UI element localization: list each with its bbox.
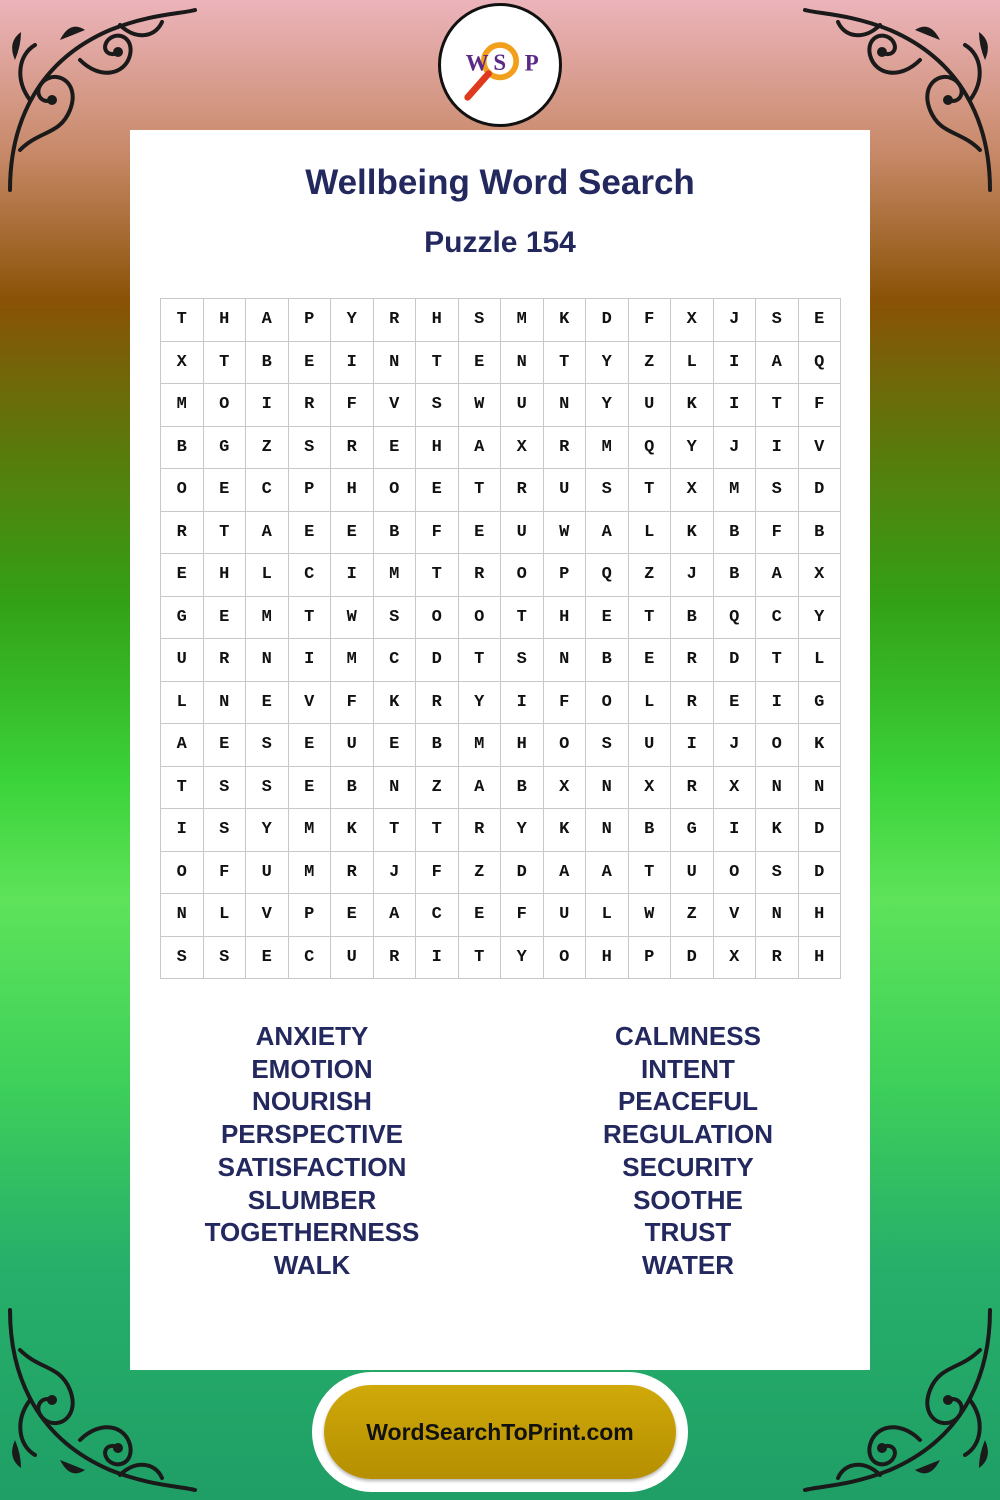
grid-cell[interactable]: R: [204, 639, 247, 682]
grid-cell[interactable]: R: [374, 937, 417, 980]
grid-cell[interactable]: O: [544, 724, 587, 767]
grid-cell[interactable]: K: [671, 512, 714, 555]
grid-cell[interactable]: T: [756, 384, 799, 427]
grid-cell[interactable]: K: [374, 682, 417, 725]
grid-cell[interactable]: I: [671, 724, 714, 767]
word-list-item: TRUST: [644, 1217, 732, 1248]
grid-cell[interactable]: B: [586, 639, 629, 682]
grid-cell[interactable]: S: [756, 299, 799, 342]
wsp-logo[interactable]: [438, 3, 562, 127]
word-list-item: SOOTHE: [633, 1184, 743, 1215]
grid-cell[interactable]: W: [331, 597, 374, 640]
grid-cell[interactable]: B: [714, 554, 757, 597]
grid-cell[interactable]: B: [501, 767, 544, 810]
grid-cell[interactable]: E: [204, 724, 247, 767]
grid-cell[interactable]: S: [501, 639, 544, 682]
grid-cell[interactable]: E: [246, 937, 289, 980]
grid-cell[interactable]: E: [246, 682, 289, 725]
grid-cell[interactable]: B: [374, 512, 417, 555]
grid-cell[interactable]: R: [671, 639, 714, 682]
grid-cell[interactable]: L: [629, 682, 672, 725]
grid-cell[interactable]: M: [289, 809, 332, 852]
grid-cell[interactable]: E: [416, 469, 459, 512]
site-link-button[interactable]: WordSearchToPrint.com: [324, 1385, 676, 1479]
word-list-item: REGULATION: [603, 1119, 773, 1150]
grid-cell[interactable]: N: [161, 894, 204, 937]
grid-cell[interactable]: B: [246, 342, 289, 385]
grid-cell[interactable]: E: [204, 597, 247, 640]
grid-cell[interactable]: E: [459, 512, 502, 555]
grid-cell[interactable]: R: [161, 512, 204, 555]
grid-cell[interactable]: S: [416, 384, 459, 427]
grid-cell[interactable]: K: [756, 809, 799, 852]
grid-cell[interactable]: I: [331, 342, 374, 385]
grid-cell[interactable]: V: [374, 384, 417, 427]
grid-cell[interactable]: Q: [629, 427, 672, 470]
grid-cell[interactable]: P: [289, 469, 332, 512]
page-title: Wellbeing Word Search: [305, 163, 695, 202]
grid-cell[interactable]: O: [161, 852, 204, 895]
grid-cell[interactable]: L: [629, 512, 672, 555]
grid-cell[interactable]: V: [246, 894, 289, 937]
grid-cell[interactable]: S: [204, 809, 247, 852]
grid-cell[interactable]: K: [671, 384, 714, 427]
grid-cell[interactable]: K: [799, 724, 842, 767]
grid-cell[interactable]: T: [161, 767, 204, 810]
grid-cell[interactable]: Z: [416, 767, 459, 810]
grid-cell[interactable]: E: [289, 342, 332, 385]
grid-cell[interactable]: Q: [799, 342, 842, 385]
grid-cell[interactable]: A: [756, 342, 799, 385]
grid-cell[interactable]: O: [374, 469, 417, 512]
grid-cell[interactable]: E: [374, 724, 417, 767]
grid-cell[interactable]: V: [289, 682, 332, 725]
grid-cell[interactable]: Y: [501, 937, 544, 980]
grid-cell[interactable]: R: [544, 427, 587, 470]
grid-cell[interactable]: E: [374, 427, 417, 470]
grid-cell[interactable]: P: [629, 937, 672, 980]
magnifier-handle: [468, 74, 489, 98]
grid-cell[interactable]: S: [246, 767, 289, 810]
grid-cell[interactable]: M: [586, 427, 629, 470]
logo-letter-w: W: [465, 50, 489, 76]
grid-cell[interactable]: J: [671, 554, 714, 597]
grid-cell[interactable]: Y: [586, 384, 629, 427]
word-list-item: WALK: [273, 1249, 351, 1280]
grid-cell[interactable]: D: [416, 639, 459, 682]
grid-cell[interactable]: T: [161, 299, 204, 342]
word-list-item: EMOTION: [251, 1053, 373, 1084]
grid-cell[interactable]: R: [756, 937, 799, 980]
grid-cell[interactable]: I: [714, 809, 757, 852]
grid-cell[interactable]: A: [459, 767, 502, 810]
grid-cell[interactable]: T: [501, 597, 544, 640]
grid-cell[interactable]: P: [289, 894, 332, 937]
grid-cell[interactable]: O: [204, 384, 247, 427]
grid-cell[interactable]: Z: [629, 342, 672, 385]
grid-cell[interactable]: S: [246, 724, 289, 767]
grid-cell[interactable]: B: [799, 512, 842, 555]
grid-cell[interactable]: J: [374, 852, 417, 895]
grid-cell[interactable]: G: [161, 597, 204, 640]
grid-cell[interactable]: Z: [671, 894, 714, 937]
grid-cell[interactable]: J: [714, 724, 757, 767]
word-list-item: SECURITY: [622, 1151, 754, 1182]
grid-cell[interactable]: T: [289, 597, 332, 640]
word-list-item: SLUMBER: [247, 1184, 377, 1215]
grid-cell[interactable]: D: [799, 852, 842, 895]
grid-cell[interactable]: P: [289, 299, 332, 342]
grid-cell[interactable]: H: [799, 937, 842, 980]
grid-cell[interactable]: A: [374, 894, 417, 937]
grid-cell[interactable]: L: [671, 342, 714, 385]
grid-cell[interactable]: I: [714, 384, 757, 427]
grid-cell[interactable]: C: [289, 937, 332, 980]
grid-cell[interactable]: M: [714, 469, 757, 512]
grid-cell[interactable]: U: [331, 937, 374, 980]
grid-cell[interactable]: K: [331, 809, 374, 852]
grid-cell[interactable]: F: [799, 384, 842, 427]
grid-cell[interactable]: Z: [629, 554, 672, 597]
grid-cell[interactable]: N: [586, 809, 629, 852]
grid-cell[interactable]: F: [501, 894, 544, 937]
grid-cell[interactable]: T: [629, 469, 672, 512]
grid-cell[interactable]: X: [714, 937, 757, 980]
grid-cell[interactable]: S: [161, 937, 204, 980]
word-list-item: WATER: [642, 1249, 734, 1280]
grid-cell[interactable]: O: [714, 852, 757, 895]
grid-cell[interactable]: F: [331, 682, 374, 725]
grid-cell[interactable]: U: [501, 512, 544, 555]
grid-cell[interactable]: A: [586, 512, 629, 555]
grid-cell[interactable]: E: [204, 469, 247, 512]
grid-cell[interactable]: L: [799, 639, 842, 682]
grid-cell[interactable]: U: [671, 852, 714, 895]
grid-cell[interactable]: T: [459, 937, 502, 980]
grid-cell[interactable]: E: [459, 342, 502, 385]
grid-cell[interactable]: E: [459, 894, 502, 937]
grid-cell[interactable]: M: [374, 554, 417, 597]
grid-cell[interactable]: O: [416, 597, 459, 640]
grid-cell[interactable]: R: [671, 682, 714, 725]
grid-cell[interactable]: E: [586, 597, 629, 640]
grid-cell[interactable]: F: [331, 384, 374, 427]
grid-cell[interactable]: R: [331, 427, 374, 470]
grid-cell[interactable]: Y: [246, 809, 289, 852]
word-list-item: NOURISH: [252, 1086, 372, 1117]
grid-cell[interactable]: S: [756, 852, 799, 895]
grid-cell[interactable]: Z: [459, 852, 502, 895]
grid-cell[interactable]: G: [799, 682, 842, 725]
grid-cell[interactable]: U: [544, 894, 587, 937]
grid-cell[interactable]: Y: [586, 342, 629, 385]
grid-cell[interactable]: S: [586, 469, 629, 512]
grid-cell[interactable]: T: [416, 342, 459, 385]
grid-cell[interactable]: D: [799, 809, 842, 852]
grid-cell[interactable]: H: [204, 299, 247, 342]
grid-cell[interactable]: I: [501, 682, 544, 725]
grid-cell[interactable]: A: [161, 724, 204, 767]
grid-cell[interactable]: H: [799, 894, 842, 937]
grid-cell[interactable]: H: [416, 427, 459, 470]
grid-cell[interactable]: N: [756, 894, 799, 937]
grid-cell[interactable]: U: [629, 384, 672, 427]
grid-cell[interactable]: S: [204, 937, 247, 980]
grid-cell[interactable]: C: [756, 597, 799, 640]
grid-cell[interactable]: E: [331, 894, 374, 937]
grid-cell[interactable]: M: [459, 724, 502, 767]
word-list-item: INTENT: [641, 1053, 735, 1084]
grid-cell[interactable]: K: [544, 299, 587, 342]
grid-cell[interactable]: U: [161, 639, 204, 682]
letter-grid: [160, 298, 841, 979]
grid-cell[interactable]: C: [246, 469, 289, 512]
grid-cell[interactable]: T: [459, 639, 502, 682]
grid-cell[interactable]: D: [501, 852, 544, 895]
grid-cell[interactable]: N: [799, 767, 842, 810]
grid-cell[interactable]: N: [586, 767, 629, 810]
grid-cell[interactable]: E: [799, 299, 842, 342]
word-list-item: SATISFACTION: [217, 1151, 407, 1182]
grid-cell[interactable]: I: [289, 639, 332, 682]
grid-cell[interactable]: H: [204, 554, 247, 597]
grid-cell[interactable]: T: [204, 512, 247, 555]
grid-cell[interactable]: I: [756, 682, 799, 725]
grid-cell[interactable]: U: [501, 384, 544, 427]
grid-cell[interactable]: M: [246, 597, 289, 640]
grid-cell[interactable]: C: [416, 894, 459, 937]
grid-cell[interactable]: F: [544, 682, 587, 725]
grid-cell[interactable]: F: [416, 852, 459, 895]
grid-cell[interactable]: N: [204, 682, 247, 725]
grid-cell[interactable]: U: [246, 852, 289, 895]
grid-cell[interactable]: N: [246, 639, 289, 682]
grid-cell[interactable]: Y: [459, 682, 502, 725]
grid-cell[interactable]: A: [246, 512, 289, 555]
grid-cell[interactable]: I: [161, 809, 204, 852]
grid-cell[interactable]: S: [459, 299, 502, 342]
grid-cell[interactable]: B: [416, 724, 459, 767]
grid-cell[interactable]: C: [289, 554, 332, 597]
grid-cell[interactable]: I: [714, 342, 757, 385]
word-list-item: CALMNESS: [615, 1021, 761, 1051]
grid-cell[interactable]: X: [501, 427, 544, 470]
grid-cell[interactable]: X: [671, 469, 714, 512]
grid-cell[interactable]: A: [459, 427, 502, 470]
grid-cell[interactable]: O: [161, 469, 204, 512]
grid-cell[interactable]: R: [416, 682, 459, 725]
grid-cell[interactable]: R: [459, 809, 502, 852]
grid-cell[interactable]: D: [586, 299, 629, 342]
grid-cell[interactable]: Y: [501, 809, 544, 852]
grid-cell[interactable]: R: [331, 852, 374, 895]
grid-cell[interactable]: O: [501, 554, 544, 597]
grid-cell[interactable]: H: [416, 299, 459, 342]
grid-cell[interactable]: T: [204, 342, 247, 385]
grid-cell[interactable]: S: [374, 597, 417, 640]
grid-cell[interactable]: N: [501, 342, 544, 385]
grid-cell[interactable]: R: [671, 767, 714, 810]
grid-cell[interactable]: A: [586, 852, 629, 895]
grid-cell[interactable]: D: [799, 469, 842, 512]
grid-cell[interactable]: U: [331, 724, 374, 767]
grid-cell[interactable]: E: [289, 512, 332, 555]
grid-cell[interactable]: O: [756, 724, 799, 767]
grid-cell[interactable]: J: [714, 299, 757, 342]
grid-cell[interactable]: L: [161, 682, 204, 725]
logo-letter-p: P: [524, 50, 539, 76]
word-list-item: PEACEFUL: [617, 1086, 759, 1117]
grid-cell[interactable]: Y: [799, 597, 842, 640]
grid-cell[interactable]: H: [544, 597, 587, 640]
grid-cell[interactable]: X: [544, 767, 587, 810]
grid-cell[interactable]: N: [544, 384, 587, 427]
grid-cell[interactable]: Q: [714, 597, 757, 640]
grid-cell[interactable]: N: [374, 767, 417, 810]
grid-cell[interactable]: V: [714, 894, 757, 937]
logo-letter-s: S: [493, 49, 507, 75]
grid-cell[interactable]: T: [544, 342, 587, 385]
grid-cell[interactable]: M: [331, 639, 374, 682]
grid-cell[interactable]: I: [756, 427, 799, 470]
grid-cell[interactable]: I: [416, 937, 459, 980]
grid-cell[interactable]: E: [331, 512, 374, 555]
grid-cell[interactable]: Z: [246, 427, 289, 470]
grid-cell[interactable]: X: [714, 767, 757, 810]
grid-cell[interactable]: E: [161, 554, 204, 597]
grid-cell[interactable]: R: [374, 299, 417, 342]
grid-cell[interactable]: O: [586, 682, 629, 725]
grid-cell[interactable]: H: [586, 937, 629, 980]
grid-cell[interactable]: T: [416, 554, 459, 597]
grid-cell[interactable]: R: [459, 554, 502, 597]
word-list-right: [538, 1020, 838, 1282]
grid-cell[interactable]: U: [629, 724, 672, 767]
grid-cell[interactable]: F: [416, 512, 459, 555]
grid-cell[interactable]: D: [714, 639, 757, 682]
grid-cell[interactable]: R: [289, 384, 332, 427]
grid-cell[interactable]: L: [204, 894, 247, 937]
grid-cell[interactable]: G: [671, 809, 714, 852]
grid-cell[interactable]: B: [714, 512, 757, 555]
grid-cell[interactable]: X: [629, 767, 672, 810]
grid-cell[interactable]: G: [204, 427, 247, 470]
grid-cell[interactable]: W: [459, 384, 502, 427]
grid-cell[interactable]: S: [586, 724, 629, 767]
grid-cell[interactable]: M: [289, 852, 332, 895]
grid-cell[interactable]: S: [289, 427, 332, 470]
grid-cell[interactable]: J: [714, 427, 757, 470]
grid-cell[interactable]: N: [544, 639, 587, 682]
grid-cell[interactable]: H: [501, 724, 544, 767]
puzzle-number: Puzzle 154: [424, 226, 576, 259]
grid-cell[interactable]: T: [416, 809, 459, 852]
grid-cell[interactable]: F: [629, 299, 672, 342]
grid-cell[interactable]: S: [756, 469, 799, 512]
grid-cell[interactable]: Y: [331, 299, 374, 342]
grid-cell[interactable]: F: [756, 512, 799, 555]
grid-cell[interactable]: I: [246, 384, 289, 427]
grid-cell[interactable]: B: [671, 597, 714, 640]
grid-cell[interactable]: E: [289, 767, 332, 810]
grid-cell[interactable]: A: [544, 852, 587, 895]
grid-cell[interactable]: B: [331, 767, 374, 810]
grid-cell[interactable]: X: [799, 554, 842, 597]
grid-cell[interactable]: R: [501, 469, 544, 512]
grid-cell[interactable]: U: [544, 469, 587, 512]
word-list-item: ANXIETY: [255, 1021, 369, 1051]
word-list-item: PERSPECTIVE: [220, 1119, 404, 1150]
grid-cell[interactable]: Q: [586, 554, 629, 597]
grid-cell[interactable]: A: [246, 299, 289, 342]
grid-cell[interactable]: P: [544, 554, 587, 597]
grid-cell[interactable]: Y: [671, 427, 714, 470]
grid-cell[interactable]: B: [629, 809, 672, 852]
grid-cell[interactable]: X: [671, 299, 714, 342]
grid-cell[interactable]: C: [374, 639, 417, 682]
grid-cell[interactable]: E: [289, 724, 332, 767]
grid-cell[interactable]: A: [756, 554, 799, 597]
grid-cell[interactable]: T: [756, 639, 799, 682]
grid-cell[interactable]: T: [629, 852, 672, 895]
grid-cell[interactable]: M: [501, 299, 544, 342]
grid-cell[interactable]: L: [246, 554, 289, 597]
grid-cell[interactable]: E: [629, 639, 672, 682]
grid-cell[interactable]: O: [459, 597, 502, 640]
grid-cell[interactable]: N: [374, 342, 417, 385]
word-list-item: TOGETHERNESS: [204, 1217, 420, 1248]
word-list-left: [162, 1020, 462, 1282]
grid-cell[interactable]: M: [161, 384, 204, 427]
grid-cell[interactable]: O: [544, 937, 587, 980]
grid-cell[interactable]: W: [629, 894, 672, 937]
grid-cell[interactable]: T: [459, 469, 502, 512]
grid-cell[interactable]: S: [204, 767, 247, 810]
grid-cell[interactable]: W: [544, 512, 587, 555]
grid-cell[interactable]: H: [331, 469, 374, 512]
grid-cell[interactable]: I: [331, 554, 374, 597]
grid-cell[interactable]: D: [671, 937, 714, 980]
grid-cell[interactable]: K: [544, 809, 587, 852]
grid-cell[interactable]: F: [204, 852, 247, 895]
grid-cell[interactable]: E: [714, 682, 757, 725]
grid-cell[interactable]: T: [374, 809, 417, 852]
grid-cell[interactable]: L: [586, 894, 629, 937]
grid-cell[interactable]: N: [756, 767, 799, 810]
grid-cell[interactable]: B: [161, 427, 204, 470]
grid-cell[interactable]: V: [799, 427, 842, 470]
grid-cell[interactable]: T: [629, 597, 672, 640]
grid-cell[interactable]: X: [161, 342, 204, 385]
